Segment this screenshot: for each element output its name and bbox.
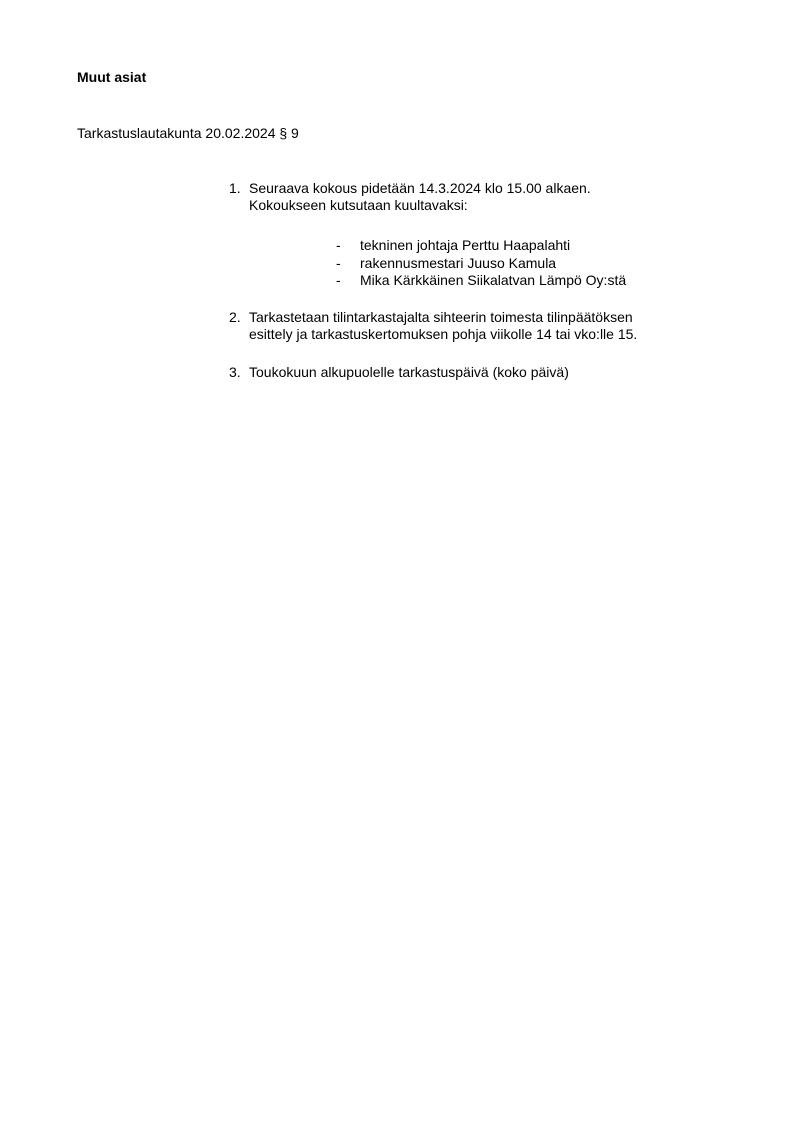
attendee-item <box>336 255 626 273</box>
attendee-name: Mika Kärkkäinen Siikalatvan Lämpö Oy:stä <box>360 272 627 288</box>
list-item-line: Toukokuun alkupuolelle tarkastuspäivä (koko päivä) <box>249 364 569 380</box>
list-item-text <box>249 364 749 381</box>
list-item-number: 1. <box>229 180 241 196</box>
attendee-item <box>336 272 626 290</box>
list-item-1 <box>229 180 749 214</box>
list-item-number: 3. <box>229 364 241 380</box>
attendee-name: rakennusmestari Juuso Kamula <box>360 254 557 271</box>
list-item-text <box>249 309 749 343</box>
meeting-reference: Tarkastuslautakunta 20.02.2024 § 9 <box>77 125 299 141</box>
dash-bullet: - <box>336 272 341 288</box>
attendee-list <box>336 237 626 290</box>
section-heading: Muut asiat <box>77 69 147 85</box>
dash-bullet: - <box>336 237 341 253</box>
list-item-number: 2. <box>229 309 241 325</box>
list-item-line: Kokoukseen kutsutaan kuultavaksi: <box>249 197 468 213</box>
list-item-text <box>249 180 749 214</box>
attendee-name: tekninen johtaja Perttu Haapalahti <box>360 237 571 253</box>
list-item-line: Seuraava kokous pidetään 14.3.2024 klo 15.00 alkaen. <box>249 180 591 196</box>
list-item-line: esittely ja tarkastuskertomuksen pohja viikolle 14 tai vko:lle 15. <box>249 326 638 342</box>
list-item-line: Tarkastetaan tilintarkastajalta sihteerin toimesta tilinpäätöksen <box>249 309 633 325</box>
list-item-2 <box>229 309 749 343</box>
list-item-3 <box>229 364 749 381</box>
dash-bullet: - <box>336 254 341 271</box>
attendee-item <box>336 237 626 255</box>
